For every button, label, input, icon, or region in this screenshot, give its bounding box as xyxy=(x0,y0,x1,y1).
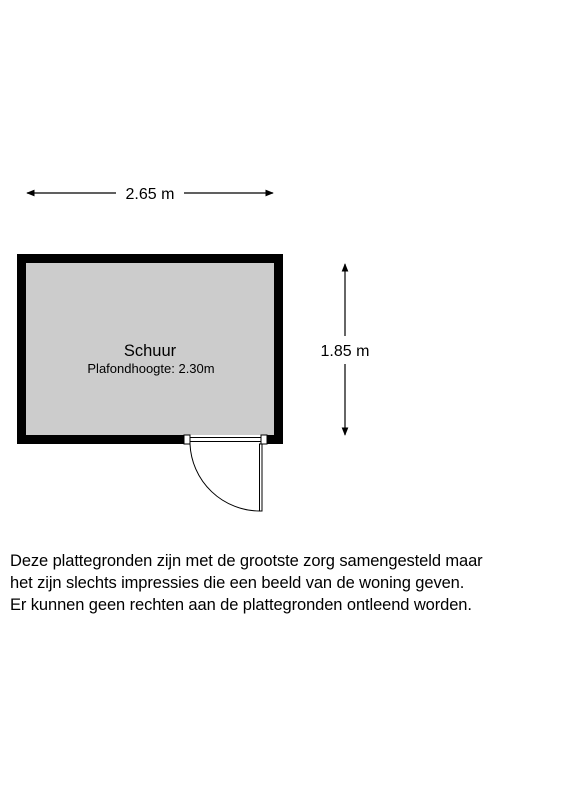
depth-dimension xyxy=(321,264,370,435)
disclaimer-line-2: het zijn slechts impressies die een beeld van de woning geven. xyxy=(10,574,465,592)
disclaimer-line-1: Deze plattegronden zijn met de grootste zorg samengesteld maar xyxy=(10,552,483,570)
room-schuur xyxy=(17,254,283,511)
door-jamb-left xyxy=(184,435,190,444)
door-leaf xyxy=(260,444,263,511)
room-name: Schuur xyxy=(123,342,177,360)
door-swing-arc xyxy=(190,444,260,511)
door-jamb-right xyxy=(261,435,267,444)
disclaimer xyxy=(10,550,562,616)
disclaimer-line-3: Er kunnen geen rechten aan de plattegronden ontleend worden. xyxy=(10,596,472,614)
door-opening xyxy=(184,435,267,444)
width-label: 2.65 m xyxy=(125,186,175,203)
width-dimension xyxy=(27,186,273,203)
ceiling-height: Plafondhoogte: 2.30m xyxy=(87,361,215,376)
depth-label: 1.85 m xyxy=(320,343,370,360)
